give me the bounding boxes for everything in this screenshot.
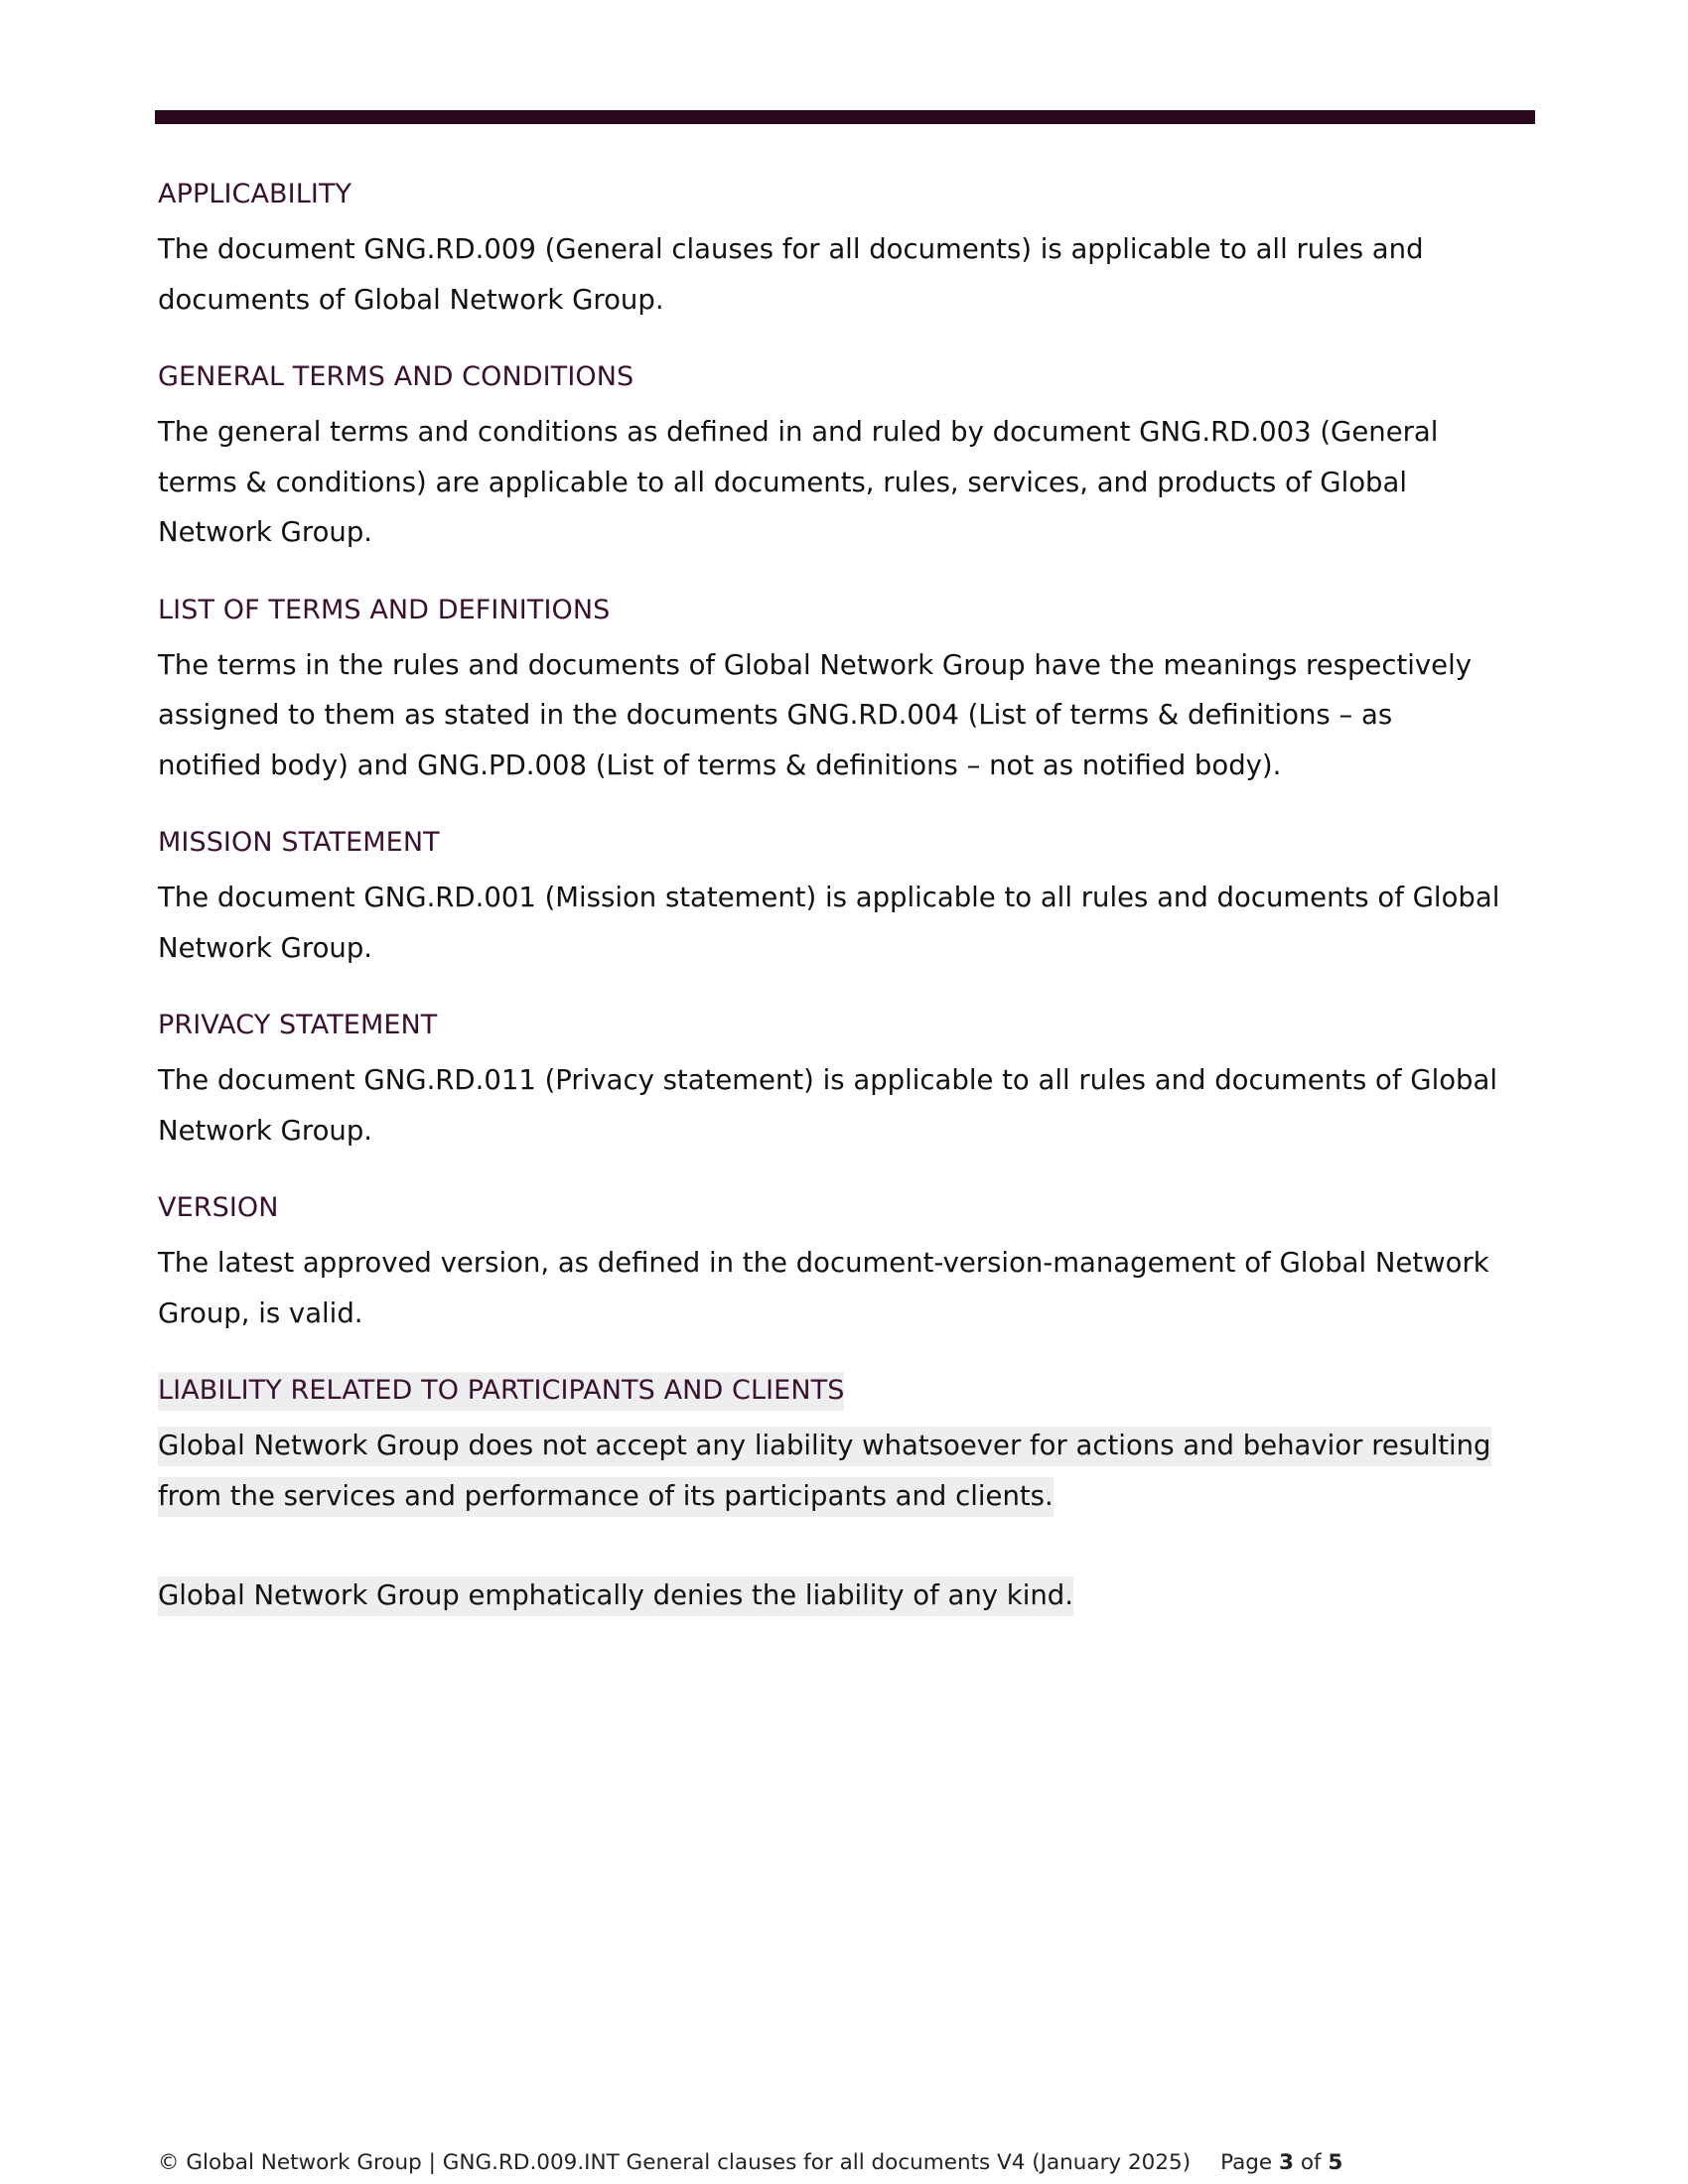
highlighted-text: Global Network Group emphatically denies the liability of any kind. xyxy=(158,1576,1073,1616)
highlighted-text: from the services and performance of its participants and clients. xyxy=(158,1477,1054,1517)
section-text xyxy=(158,407,1538,558)
text-line: The terms in the rules and documents of Global Network Group have the meanings respectively xyxy=(158,648,1472,681)
section-heading: PRIVACY STATEMENT xyxy=(158,1010,438,1040)
text-line: notified body) and GNG.PD.008 (List of terms & definitions – not as notified body). xyxy=(158,749,1282,781)
highlighted-heading: LIABILITY RELATED TO PARTICIPANTS AND CLIENTS xyxy=(158,1372,844,1411)
text-line xyxy=(158,1570,1538,1621)
section-general-terms xyxy=(158,357,1538,558)
paragraph-gap xyxy=(158,1521,1538,1570)
section-terms-definitions xyxy=(158,591,1538,791)
section-heading: MISSION STATEMENT xyxy=(158,827,440,858)
section-heading: LIST OF TERMS AND DEFINITIONS xyxy=(158,594,611,625)
text-line: The document GNG.RD.011 (Privacy statement) is applicable to all rules and documents of Global xyxy=(158,1064,1497,1096)
section-text xyxy=(158,873,1538,973)
section-heading xyxy=(158,1371,1538,1411)
text-line xyxy=(158,1421,1538,1471)
page-number xyxy=(1220,2150,1342,2175)
page-current: 3 xyxy=(1279,2150,1294,2175)
section-privacy-statement xyxy=(158,1006,1538,1156)
section-text xyxy=(158,640,1538,791)
section-version xyxy=(158,1188,1538,1338)
text-line: documents of Global Network Group. xyxy=(158,283,664,316)
header-rule xyxy=(155,110,1535,124)
section-text xyxy=(158,1238,1538,1338)
page-label: Page xyxy=(1220,2150,1273,2175)
footer-copyright: © Global Network Group | GNG.RD.009.INT General clauses for all documents V4 (January 2025) xyxy=(158,2150,1192,2175)
highlighted-text: Global Network Group does not accept any liability whatsoever for actions and behavior resulting xyxy=(158,1427,1491,1466)
text-line: Network Group. xyxy=(158,931,373,964)
section-text xyxy=(158,224,1538,325)
text-line: Network Group. xyxy=(158,516,373,548)
text-line: Network Group. xyxy=(158,1114,373,1147)
page-footer xyxy=(158,2148,1342,2178)
text-line: The latest approved version, as defined in the document-version-management of Global Network xyxy=(158,1247,1489,1279)
section-heading: GENERAL TERMS AND CONDITIONS xyxy=(158,361,634,392)
page-total: 5 xyxy=(1328,2150,1343,2175)
section-heading: APPLICABILITY xyxy=(158,179,352,209)
text-line: Group, is valid. xyxy=(158,1297,363,1329)
section-text xyxy=(158,1055,1538,1156)
document-body xyxy=(158,175,1538,1654)
section-liability xyxy=(158,1371,1538,1621)
text-line: assigned to them as stated in the documents GNG.RD.004 (List of terms & definitions – as xyxy=(158,699,1393,731)
section-heading: VERSION xyxy=(158,1192,279,1223)
section-applicability xyxy=(158,175,1538,325)
section-mission-statement xyxy=(158,823,1538,973)
text-line xyxy=(158,1471,1538,1522)
text-line: The document GNG.RD.001 (Mission statement) is applicable to all rules and documents of Global xyxy=(158,882,1500,913)
section-text xyxy=(158,1421,1538,1621)
text-line: The general terms and conditions as defined in and ruled by document GNG.RD.003 (General xyxy=(158,416,1439,448)
page-of: of xyxy=(1300,2150,1322,2175)
text-line: The document GNG.RD.009 (General clauses for all documents) is applicable to all rules and xyxy=(158,233,1424,265)
text-line: terms & conditions) are applicable to all documents, rules, services, and products of Global xyxy=(158,466,1407,498)
